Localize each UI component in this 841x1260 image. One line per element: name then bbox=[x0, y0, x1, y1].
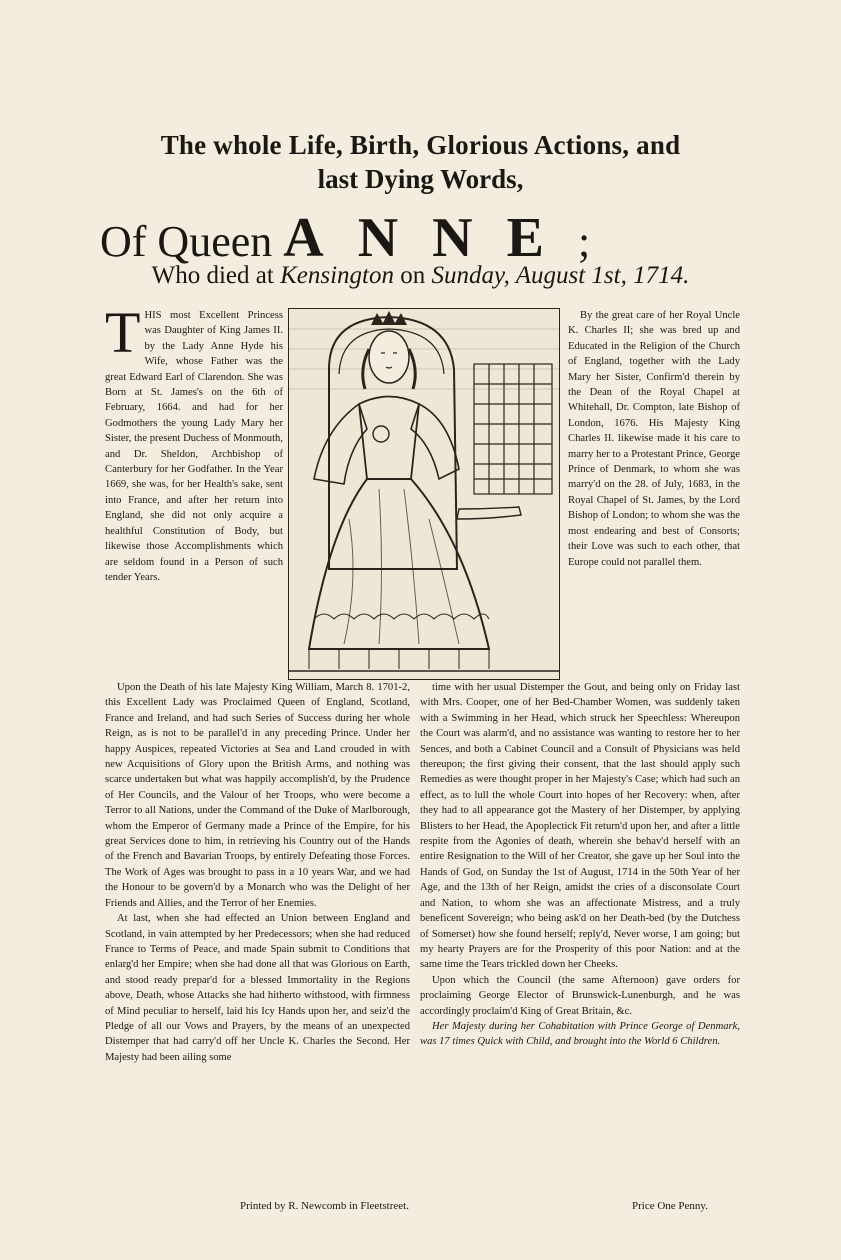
column-right-top bbox=[568, 308, 740, 570]
text-reign: Upon the Death of his late Majesty King William, March 8. 1701-2, this Excellent Lady was Proclaimed Queen of England, Scotland, France and Ireland, and had such Series of Success during her whole Reign, as is not to be parallel'd in any preceding Prince. Under her happy Auspices, repeated Victories at Sea and Land crouded in with new Acquisitions of Glory upon the British Arms, and nothing was scarce undertaken but what was happily accomplish'd, by the Prudence of Her Councils, and the Valour of her Troops, who were become a Terror to all Nations, under the Command of the Duke of Marlborough, whom the Emperor of Germany made a Prince of the Empire, for his great Services done to him, in retrieving his Country out of the Hands of the French and Bavarian Troops, by entirely Defeating those Forces. The Work of Ages was brought to pass in a 10 years War, and we had the Honour to be govern'd by a Monarch who was the Delight of her Friends and Allies, and the Terror of her Enemies. bbox=[105, 682, 410, 909]
death-date: Sunday, August 1st, 1714. bbox=[431, 262, 690, 289]
queen-anne-portrait-woodcut bbox=[288, 308, 560, 680]
text-children: Her Majesty during her Cohabitation with Prince George of Denmark, was 17 times Quick with Child, and brought into the World 6 Children. bbox=[420, 1020, 740, 1048]
text-succession: Upon which the Council (the same Afternoon) gave orders for proclaiming George Elector of Brunswick-Lunenburgh, and he was accordingly proclaim'd King of Great Britain, &c. bbox=[420, 974, 740, 1017]
headline-name: ANNE bbox=[283, 207, 578, 269]
text-death: time with her usual Distemper the Gout, and being only on Friday last with Mrs. Cooper, one of her Bed-Chamber Women, was suddenly taken with a Swimming in her Head, which struck her Speechless: Whereupon the Court was alarm'd, and no assistance was wanting to restore her to her Sences, and both a Cabinet Council and a Consult of Physicians was held thereupon; the first giving their consent, that the last should apply such Remedies as were thought proper in her Majesty's Case; which had such an effect, as to lull the whole Court into hopes of her Recovery: when, after they had to all appearance got the Mastery of her Distemper, by applying Blisters to her Head, the Apoplectick Fit return'd upon her, and after a little respite from the Agonies of death, wherein she behav'd herself with an entire Resignation to the Will of her Creator, she gave up her Soul into the Hands of God, on Sunday the 1st of August, 1714 in the 50th Year of her Age, and the 13th of her Reign, amidst the cries of a disconsolate Court and Nation, to whom she was an affectionate Mistress, and a truly beneficent Sovereign; who being ask'd on her Death-bed (by the Dutchess of Somerset) how she found herself; reply'd, Never worse, I am going; but my hearty Prayers are for the Prosperity of this poor Nation: and at the same time the Tears trickled down her Cheeks. bbox=[420, 682, 740, 971]
price: Price One Penny. bbox=[632, 1200, 708, 1212]
headline-line-2: last Dying Words, bbox=[317, 164, 524, 194]
headline-prefix: Of Queen bbox=[100, 217, 273, 266]
headline-line-1: The whole Life, Birth, Glorious Actions, and bbox=[160, 130, 681, 160]
column-left-top bbox=[105, 300, 283, 585]
text-illness: At last, when she had effected an Union between England and Scotland, in vain attempted by her Predecessors; when she had reduced France to Terms of Peace, and made Spain submit to Conditions that enlarg'd her Empire; when she had done all that was Glorious on Earth, and stood ready prepar'd for a blessed Immortality in the Regions above, Death, whose Attacks she had hitherto withstood, with firmness of Mind peculiar to herself, laid his Icy Hands upon her, and seiz'd the Pledge of all our Vows and Prayers, by the means of an unexpected Distemper that had carry'd off her Uncle K. Charles the Second. Her Majesty had been ailing some bbox=[105, 913, 410, 1063]
lace-hem bbox=[309, 614, 489, 669]
printer-imprint: Printed by R. Newcomb in Fleetstreet. bbox=[240, 1200, 409, 1212]
text-education-marriage: By the great care of her Royal Uncle K. Charles II; she was bred up and Educated in the Religion of the Church of England, together with the Lady Mary her Sister, Confirm'd therein by the Dean of the Royal Chapel at Whitehall, Dr. Compton, late Bishop of London, 1676. His Majesty King Charles II. likewise made it his care to marry her to a Protestant Prince, George Prince of Denmark, to whom she was marry'd on the 28. of July, 1683, in the Royal Chapel of St. James, by the Lord Bishop of London; to whom she was the most endearing and best of Consorts; their Love was such to each other, that Europe could not parallel them. bbox=[568, 310, 740, 568]
place-kensington: Kensington bbox=[280, 262, 394, 289]
column-bottom-right bbox=[420, 680, 740, 1050]
headline-died-at: Who died at Kensington on Sunday, August 1st, 1714. bbox=[151, 262, 690, 289]
column-bottom-left bbox=[105, 680, 410, 1065]
window-lattice bbox=[474, 364, 552, 494]
drop-cap: T bbox=[105, 300, 141, 365]
text-birth-childhood: HIS most Excellent Princess was Daughter of King James II. by the Lady Anne Hyde his Wife, whose Father was the great Edward Earl of Clarendon. She was Born at St. James's on the 6th of February, 1664. and had for her Godmothers the young Lady Mary her Sister, the present Duchess of Monmouth, and Dr. Sheldon, Archbishop of Canterbury for her Godfather. In the Year 1669, she was, for her Health's sake, sent into France, and after her return into England, she did not only acquire a healthful Constitution of Body, but likewise those Accomplishments which are seldom found in a Person of such tender Years. bbox=[105, 310, 283, 583]
headline-semicolon: ; bbox=[577, 217, 591, 266]
portrait-illustration bbox=[289, 309, 559, 679]
headline-queen-anne bbox=[100, 206, 750, 270]
